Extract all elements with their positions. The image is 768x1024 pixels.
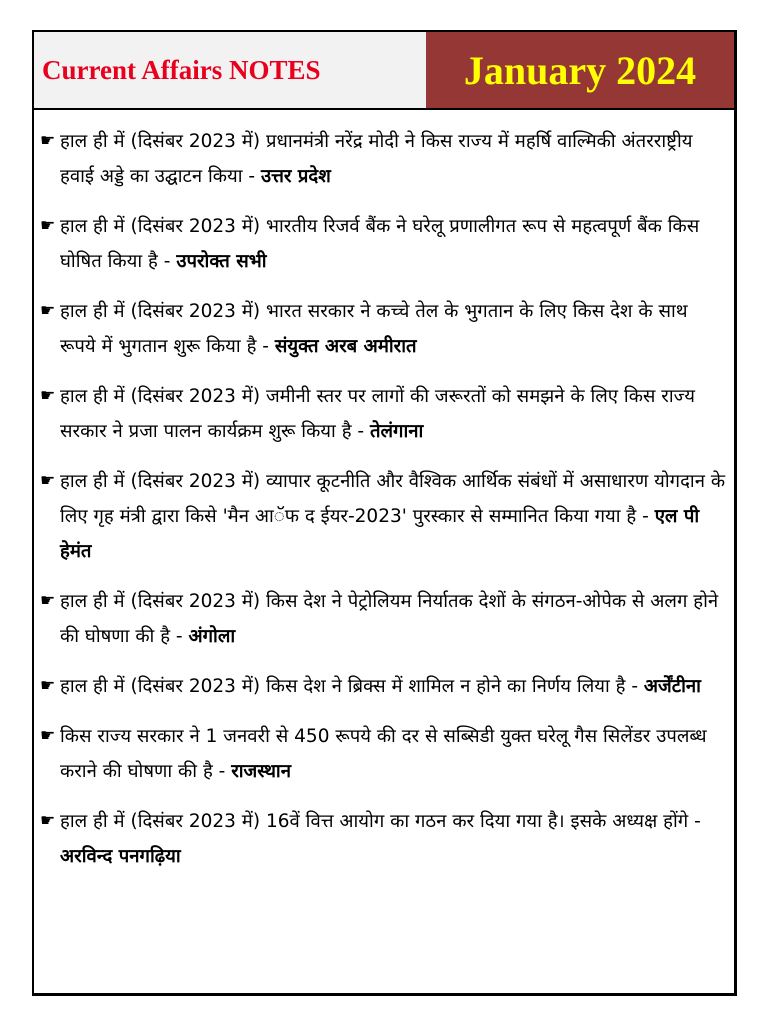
answer-text: अरविन्द पनगढ़िया: [60, 846, 181, 867]
pointing-hand-icon: ☛: [40, 676, 56, 696]
question-text: हाल ही में (दिसंबर 2023 में) व्यापार कूटनीति और वैश्विक आर्थिक संबंधों में असाधारण योगदान के लिए गृह मंत्री द्वारा किसे 'मैन आॅफ द ईयर-2023' पुरस्कार से सम्मानित किया गया है -: [60, 471, 726, 527]
question-text: हाल ही में (दिसंबर 2023 में) प्रधानमंत्री नरेंद्र मोदी ने किस राज्य में महर्षि वाल्मिकी अंतरराष्ट्रीय हवाई अड्डे का उद्घाटन किया -: [60, 131, 693, 187]
pointing-hand-icon: ☛: [40, 591, 56, 611]
list-item: [42, 464, 728, 569]
pointing-hand-icon: ☛: [40, 131, 56, 151]
question-text: हाल ही में (दिसंबर 2023 में) जमीनी स्तर पर लागों की जरूरतों को समझने के लिए किस राज्य सरकार ने प्रजा पालन कार्यक्रम शुरू किया है -: [60, 386, 695, 442]
page-frame: [32, 30, 737, 996]
title-banner: [34, 32, 426, 108]
answer-text: उत्तर प्रदेश: [260, 166, 331, 187]
question-text: हाल ही में (दिसंबर 2023 में) 16वें वित्त आयोग का गठन कर दिया गया है। इसके अध्यक्ष होंगे -: [60, 811, 701, 832]
pointing-hand-icon: ☛: [40, 216, 56, 236]
pointing-hand-icon: ☛: [40, 471, 56, 491]
question-text: हाल ही में (दिसंबर 2023 में) किस देश ने पेट्रोलियम निर्यातक देशों के संगठन-ओपेक से अलग होने की घोषणा की है -: [60, 591, 719, 647]
question-text: हाल ही में (दिसंबर 2023 में) भारतीय रिजर्व बैंक ने घरेलू प्रणालीगत रूप से महत्वपूर्ण बैंक किस घोषित किया है -: [60, 216, 700, 272]
answer-text: उपरोक्त सभी: [176, 251, 267, 272]
list-item: [42, 669, 728, 704]
answer-text: अर्जेंटीना: [643, 676, 701, 697]
list-item: [42, 209, 728, 279]
notes-list: [42, 124, 728, 889]
list-item: [42, 804, 728, 874]
list-item: [42, 584, 728, 654]
pointing-hand-icon: ☛: [40, 726, 56, 746]
question-text: हाल ही में (दिसंबर 2023 में) भारत सरकार ने कच्चे तेल के भुगतान के लिए किस देश के साथ रूपये में भुगतान शुरू किया है -: [60, 301, 688, 357]
month-label: January 2024: [463, 47, 697, 93]
question-text: हाल ही में (दिसंबर 2023 में) किस देश ने ब्रिक्स में शामिल न होने का निर्णय लिया है -: [60, 676, 644, 697]
page-title: Current Affairs NOTES: [42, 54, 321, 85]
list-item: [42, 719, 728, 789]
header: [34, 32, 734, 110]
pointing-hand-icon: ☛: [40, 811, 56, 831]
answer-text: तेलंगाना: [369, 421, 424, 442]
month-banner: [426, 32, 734, 108]
pointing-hand-icon: ☛: [40, 386, 56, 406]
answer-text: एल पी हेमंत: [60, 506, 700, 562]
pointing-hand-icon: ☛: [40, 301, 56, 321]
question-text: किस राज्य सरकार ने 1 जनवरी से 450 रूपये की दर से सब्सिडी युक्त घरेलू गैस सिलेंडर उपलब्ध कराने की घोषणा की है -: [60, 726, 707, 782]
list-item: [42, 379, 728, 449]
list-item: [42, 294, 728, 364]
list-item: [42, 124, 728, 194]
answer-text: राजस्थान: [231, 761, 291, 782]
answer-text: संयुक्त अरब अमीरात: [274, 336, 417, 357]
answer-text: अंगोला: [188, 626, 236, 647]
